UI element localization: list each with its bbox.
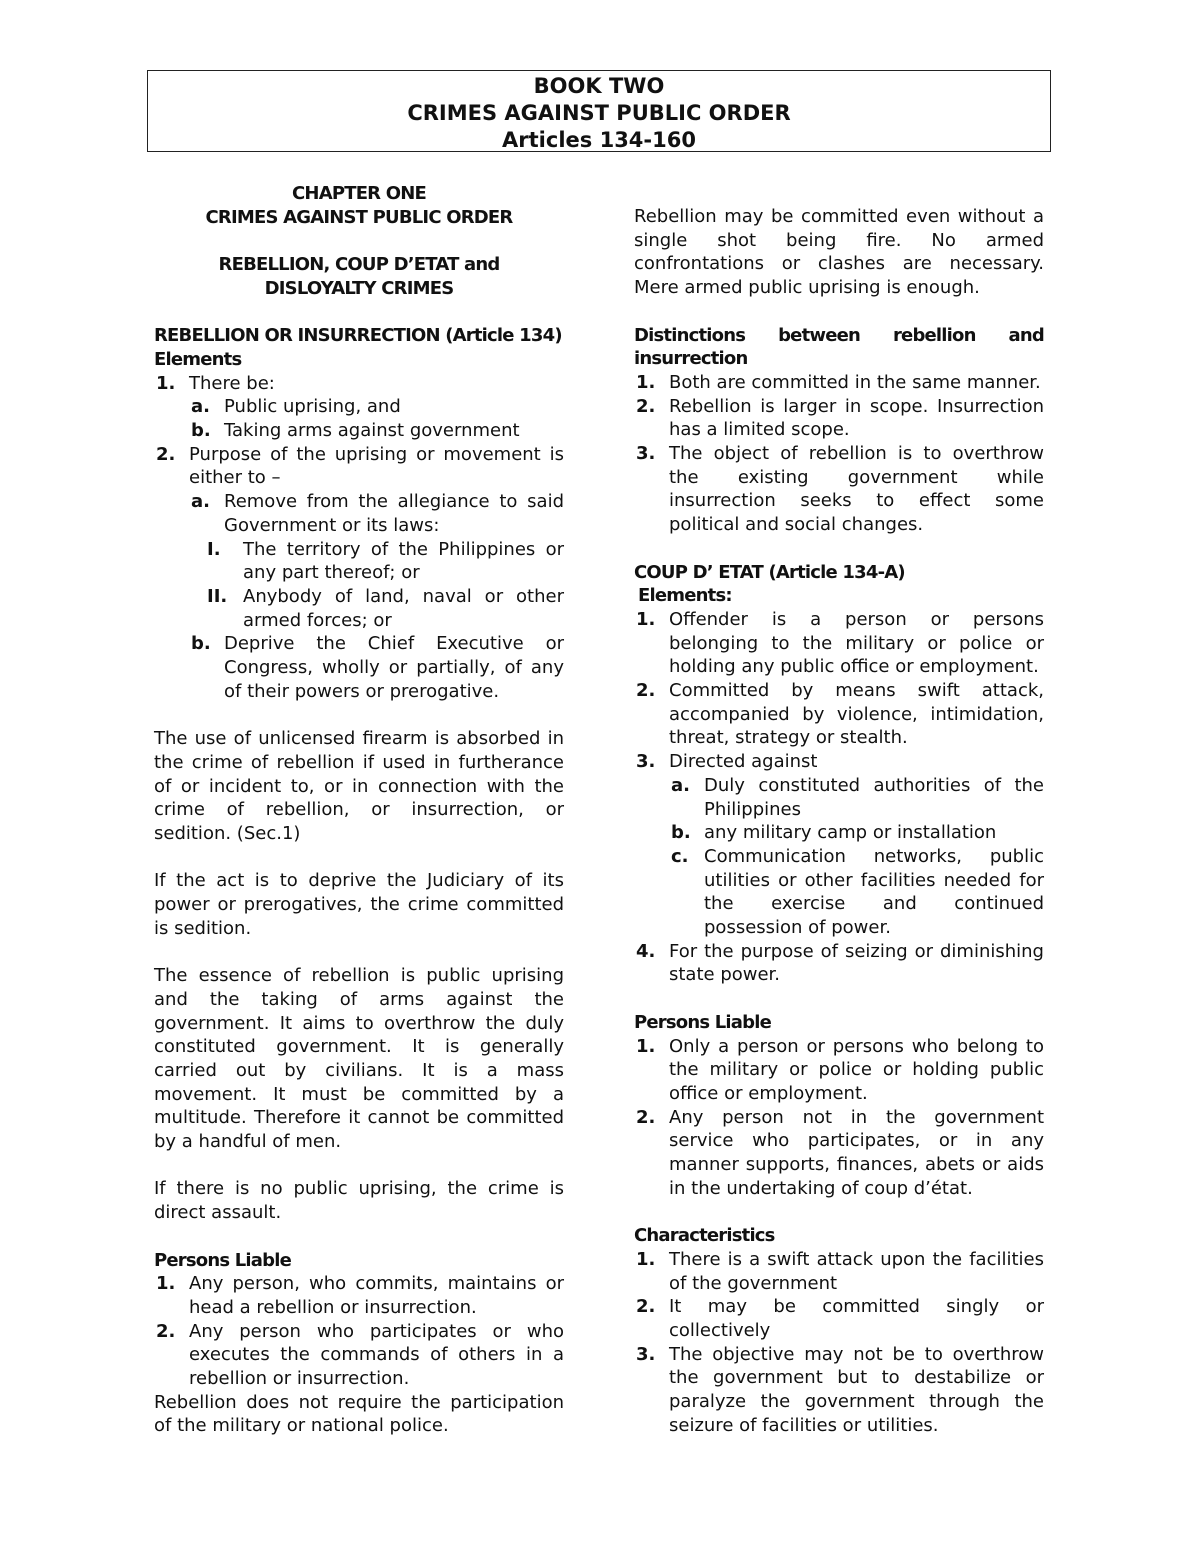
paragraph-firearm: The use of unlicensed firearm is absorbed in the crime of rebellion if used in furtherance of or incident to, or in connection with the crime of rebellion, or insurrection, or sedition. (Sec.1) bbox=[154, 728, 564, 844]
list-item: 1. Only a person or persons who belong to the military or police or holding public office or employment. bbox=[636, 1035, 1044, 1104]
list-item: 2. Purpose of the uprising or movement is either to – bbox=[156, 443, 564, 489]
characteristics-heading: Characteristics bbox=[634, 1225, 775, 1247]
coup-persons-liable-heading: Persons Liable bbox=[634, 1011, 772, 1033]
chapter-title: CRIMES AGAINST PUBLIC ORDER bbox=[205, 206, 513, 228]
list-item: 1. Any person, who commits, maintains or head a rebellion or insurrection. bbox=[156, 1273, 564, 1318]
paragraph-judiciary: If the act is to deprive the Judiciary of its power or prerogatives, the crime committed is sedition. bbox=[154, 870, 564, 939]
distinctions-heading: Distinctions between rebellion and insurrection bbox=[634, 324, 1044, 370]
list-item: a. Remove from the allegiance to said Government or its laws: bbox=[191, 491, 564, 536]
title-subject: CRIMES AGAINST PUBLIC ORDER bbox=[407, 101, 791, 125]
list-item: 1. Offender is a person or persons belonging to the military or police or holding any public office or employment. bbox=[636, 608, 1044, 678]
chapter-number: CHAPTER ONE bbox=[292, 183, 426, 204]
list-item: b. Taking arms against government bbox=[191, 420, 520, 441]
list-item: 3. Directed against bbox=[636, 751, 818, 773]
list-item: 2. Any person not in the government service who participates, or in any manner supports, finances, abets or aids in the undertaking of coup d’état. bbox=[636, 1106, 1044, 1199]
rebellion-heading: REBELLION OR INSURRECTION (Article 134) bbox=[154, 325, 562, 347]
list-item: a. Duly constituted authorities of the Philippines bbox=[671, 774, 1044, 820]
right-column bbox=[634, 205, 1044, 1438]
list-item: 4. For the purpose of seizing or diminishing state power. bbox=[636, 940, 1044, 986]
list-item: a. Public uprising, and bbox=[191, 396, 401, 418]
persons-liable-heading: Persons Liable bbox=[154, 1249, 292, 1271]
paragraph-essence: The essence of rebellion is public uprising and the taking of arms against the government. It aims to overthrow the duly constituted government. It is generally carried out by civilians. It is a mass movement. It must be committed by a multitude. Therefore it cannot be committed by a handful of men. bbox=[154, 965, 564, 1153]
list-item: 1. There is a swift attack upon the facilities of the government bbox=[636, 1248, 1044, 1294]
list-item: I. The territory of the Philippines or any part thereof; or bbox=[207, 538, 564, 584]
list-item: 1. There be: bbox=[156, 372, 275, 394]
section-title: REBELLION, COUP D’ETAT and DISLOYALTY CRIMES bbox=[218, 254, 500, 299]
list-item: 2. Committed by means swift attack, accompanied by violence, intimidation, threat, strategy or stealth. bbox=[636, 680, 1044, 749]
paragraph-military: Rebellion does not require the participation of the military or national police. bbox=[154, 1391, 564, 1437]
list-item: II. Anybody of land, naval or other armed forces; or bbox=[207, 585, 564, 631]
elements-heading: Elements bbox=[154, 348, 242, 370]
coup-heading: COUP D’ ETAT (Article 134-A) bbox=[634, 561, 905, 583]
book-header bbox=[147, 70, 1051, 152]
articles-range: Articles 134-160 bbox=[502, 128, 696, 152]
list-item: b. Deprive the Chief Executive or Congress, wholly or partially, of any of their powers or prerogative. bbox=[191, 633, 564, 702]
list-item: 2. Rebellion is larger in scope. Insurrection has a limited scope. bbox=[636, 395, 1044, 441]
paragraph-direct-assault: If there is no public uprising, the crime is direct assault. bbox=[154, 1178, 564, 1224]
paragraph-single-shot: Rebellion may be committed even without a single shot being fire. No armed confrontations or clashes are necessary. Mere armed public uprising is enough. bbox=[634, 206, 1044, 299]
list-item: b. any military camp or installation bbox=[671, 822, 997, 844]
list-item: 2. It may be committed singly or collectively bbox=[636, 1296, 1044, 1341]
list-item: 1. Both are committed in the same manner. bbox=[636, 371, 1041, 393]
coup-elements-heading: Elements: bbox=[638, 585, 732, 607]
list-item: 2. Any person who participates or who executes the commands of others in a rebellion or insurrection. bbox=[156, 1320, 564, 1390]
left-column bbox=[154, 182, 564, 1438]
book-title: BOOK TWO bbox=[533, 74, 665, 98]
list-item: 3. The object of rebellion is to overthrow the existing government while insurrection seeks to effect some political and social changes. bbox=[636, 443, 1044, 536]
list-item: c. Communication networks, public utilities or other facilities needed for the exercise and continued possession of power. bbox=[671, 845, 1044, 939]
list-item: 3. The objective may not be to overthrow the government but to destabilize or paralyze the government through the seizure of facilities or utilities. bbox=[636, 1343, 1044, 1436]
